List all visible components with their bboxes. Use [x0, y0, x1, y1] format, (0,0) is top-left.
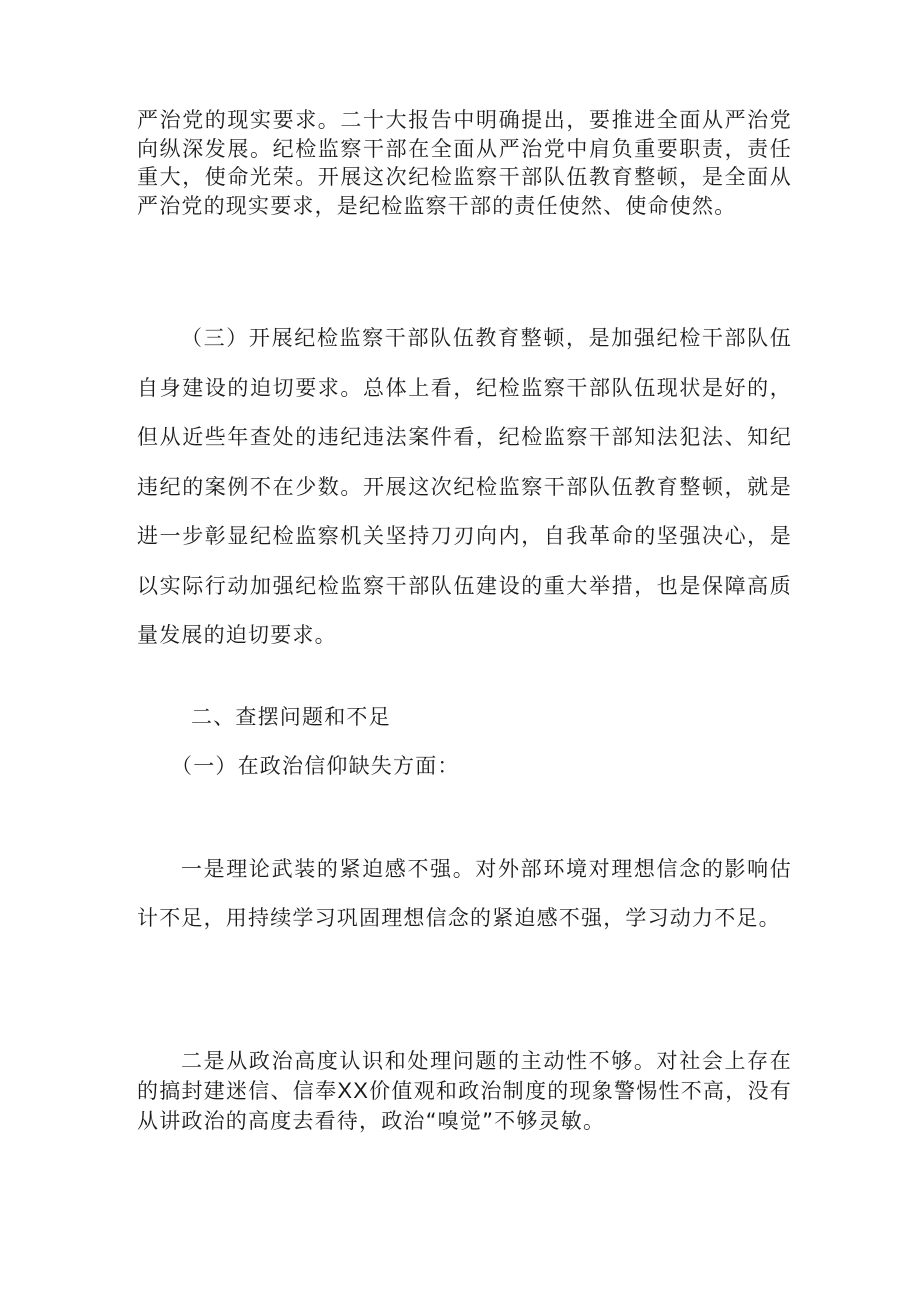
paragraph-issue-two-text-end: 价值观和政治制度的现象警惕性不高，没有从讲政治的高度去看待，政治“嗅觉”不够灵敏。 — [137, 1079, 792, 1133]
paragraph-issue-two — [137, 1046, 792, 1136]
paragraph-point-three: （三）开展纪检监察干部队伍教育整顿，是加强纪检干部队伍自身建设的迫切要求。总体上看，纪检监察干部队伍现状是好的，但从近些年查处的违纪违法案件看，纪检监察干部知法犯法、知纪违纪的案例不在少数。开展这次纪检监察干部队伍教育整顿，就是进一步彰显纪检监察机关坚持刀刃向内，自我革命的坚强决心，是以实际行动加强纪检监察干部队伍建设的重大举措，也是保障高质量发展的迫切要求。 — [137, 326, 792, 647]
section-heading: 二、查摆问题和不足 — [191, 705, 391, 729]
paragraph-strict-party-governance: 严治党的现实要求。二十大报告中明确提出，要推进全面从严治党向纵深发展。纪检监察干部在全面从严治党中肩负重要职责，责任重大，使命光荣。开展这次纪检监察干部队伍教育整顿，是全面从严治党的现实要求，是纪检监察干部的责任使然、使命使然。 — [137, 108, 792, 218]
placeholder-xx: XX — [337, 1078, 370, 1103]
subsection-heading: （一）在政治信仰缺失方面： — [171, 754, 460, 778]
paragraph-issue-one: 一是理论武装的紧迫感不强。对外部环境对理想信念的影响估计不足，用持续学习巩固理想信念的紧迫感不强，学习动力不足。 — [137, 857, 792, 930]
paragraph-issue-two-text-start: 二是从政治高度认识和处理问题的主动性不够。对社会上存在的搞封建迷信、信奉 — [137, 1049, 792, 1103]
